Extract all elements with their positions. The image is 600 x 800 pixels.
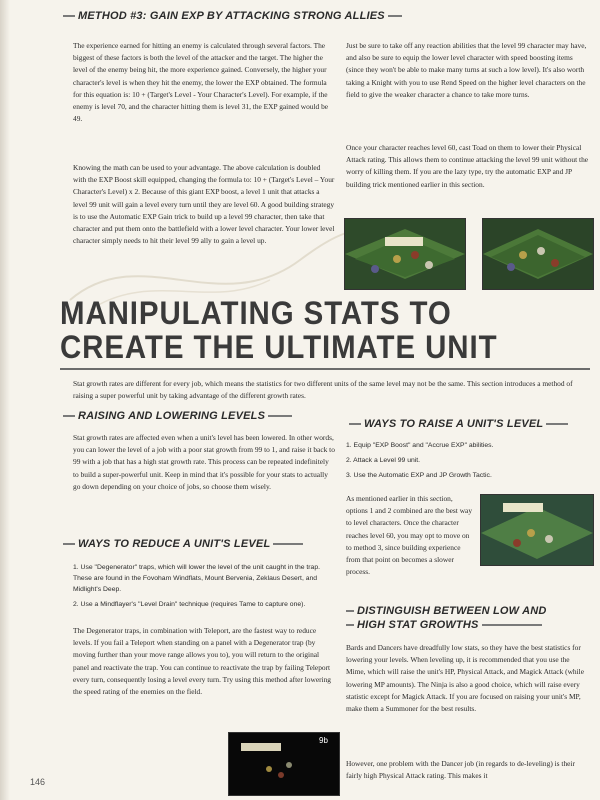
raise-list-item-2: 2. Attack a Level 99 unit. [346,457,421,464]
method3-paragraph-1: The experience earned for hitting an enemy is calculated through several factors. The biggest of these factors is both the level of the attacker and the target. The higher the level of the enemy being hit, the more experience gained. Conversely, the higher your character's level is when they hit the enemy, the lower the EXP obtained. The formula for this equation is: 10 + (Target's Level - Your Character's Level). For example, if the enemy is level 70, and the character hitting them is level 31, the EXP gained would be 49. [73,41,329,124]
title-underline [60,368,590,370]
game-screenshot-1 [344,218,466,290]
method3-paragraph-3: Just be sure to take off any reaction abilities that the level 99 character may have, and also be sure to equip the lower level character with speed boosting items (since they won't be able to make many turns at such a low level). It's also worth taking a Knight with you to use Rend Speed on the higher level characters on the field to give the weaker character a chance to take more turns. [346,41,587,99]
screenshot-tag: 9b [319,736,328,745]
reduce-heading [60,538,340,550]
main-title-line-1: MANIPULATING STATS TO [60,295,452,331]
reduce-paragraph-text: The Degenerator traps, in combination with Teleport, are the fastest way to reduce levels. If you fail a Teleport when standing on a panel with a Degenerator trap (by moving further than your move range allows you to), you will return to the original panel and reactivate the trap. You can continue to reactivate the trap by failing Teleport every turn, consequently losing a level every turn. Try using this method after lowering the speed rating of the enemies on the field. [73,626,332,697]
raising-heading [60,410,340,422]
distinguish-heading-line-2 [346,618,590,632]
game-screenshot-2 [482,218,594,290]
game-screenshot-3 [228,732,340,796]
reduce-paragraph-part-1 [73,625,335,698]
reduce-heading-text: WAYS TO REDUCE A UNIT'S LEVEL [78,538,271,550]
page-number: 146 [30,777,46,787]
method3-heading-text: METHOD #3: GAIN EXP BY ATTACKING STRONG ALLIES [78,10,385,22]
raise-heading-text: WAYS TO RAISE A UNIT'S LEVEL [364,418,544,430]
raising-paragraph: Stat growth rates are affected even when a unit's level has been lowered. In other words, you can lower the level of a job with a poor stat growth from 99 to 1, and raise it back to 99 with a job that has a high stat growth rate. This process can be repeated indefinitely to build a super-powerful unit. Keep in mind that it's possible for your stats to actually go down depending on your choice of jobs, so choose them wisely. [73,433,335,491]
distinguish-heading-text-1: DISTINGUISH BETWEEN LOW AND [357,605,547,617]
distinguish-heading-text-2: HIGH STAT GROWTHS [357,619,479,631]
page-spine-shadow [0,0,10,800]
raise-heading [346,418,590,430]
distinguish-paragraph-1: Bards and Dancers have dreadfully low stats, so they have the best statistics for lowering your levels. When leveling up, it is recommended that you use the Mime, which will raise the unit's HP, Physical Attack, and Magick Attack (while lowering MP amounts). The Ninja is also a good choice, which will raise every statistic except for Magick Attack. If you are focused on raising your unit's MP, make them a Summoner for the best results. [346,643,584,714]
game-screenshot-4 [480,494,594,566]
main-title [60,296,520,364]
distinguish-heading [346,604,590,632]
raise-paragraph: As mentioned earlier in this section, options 1 and 2 combined are the best way to level characters. Once the character reaches level 60, you may opt to move on to method 3, since building experience from that point on becomes a slower process. [346,494,473,577]
method3-paragraph-2: Knowing the math can be used to your advantage. The above calculation is doubled with the EXP Boost skill equipped, changing the formula to: 10 + (Target's Level – Your Character's Level) x 2. Because of this giant EXP boost, a level 1 unit that attacks a level 99 unit will gain a level every turn until they are level 60. A good building strategy is to use the Automatic EXP Gain trick to build up a level 99 character, then take that character and put them onto the battlefield with a lower level character. Your lower level character simply needs to hit their level 99 ally to gain a level up. [73,163,335,246]
method3-heading [60,10,540,22]
main-intro: Stat growth rates are different for every job, which means the statistics for two different units of the same level may not be the same. This section introduces a method of raising a super powerful unit by taking advantage of the different growth rates. [73,379,573,401]
raise-list-item-3: 3. Use the Automatic EXP and JP Growth Tactic. [346,472,492,479]
main-title-line-2: CREATE THE ULTIMATE UNIT [60,329,498,365]
raise-list [346,440,590,485]
reduce-list-item-2: 2. Use a Mindflayer's "Level Drain" technique (requires Tame to capture one). [73,601,306,608]
reduce-list-item-1: 1. Use "Degenerator" traps, which will lower the level of the unit caught in the trap. These are found in the Fovoham Windflats, Mount Bervenia, Zeklaus Desert, and Midlight's Deep. [73,564,320,593]
raise-list-item-1: 1. Equip "EXP Boost" and "Accrue EXP" abilities. [346,442,494,449]
distinguish-paragraph-2: However, one problem with the Dancer job (in regards to de-leveling) is their fairly high Physical Attack rating. This makes it [346,759,575,781]
method3-paragraph-4: Once your character reaches level 60, cast Toad on them to lower their Physical Attack rating. This allows them to continue attacking the level 99 unit without the worry of killing them. If you are the lazy type, try the automatic EXP and JP building trick mentioned earlier in this section. [346,143,589,189]
reduce-list [73,562,335,614]
raising-heading-text: RAISING AND LOWERING LEVELS [78,410,266,422]
distinguish-heading-line-1 [346,604,590,618]
